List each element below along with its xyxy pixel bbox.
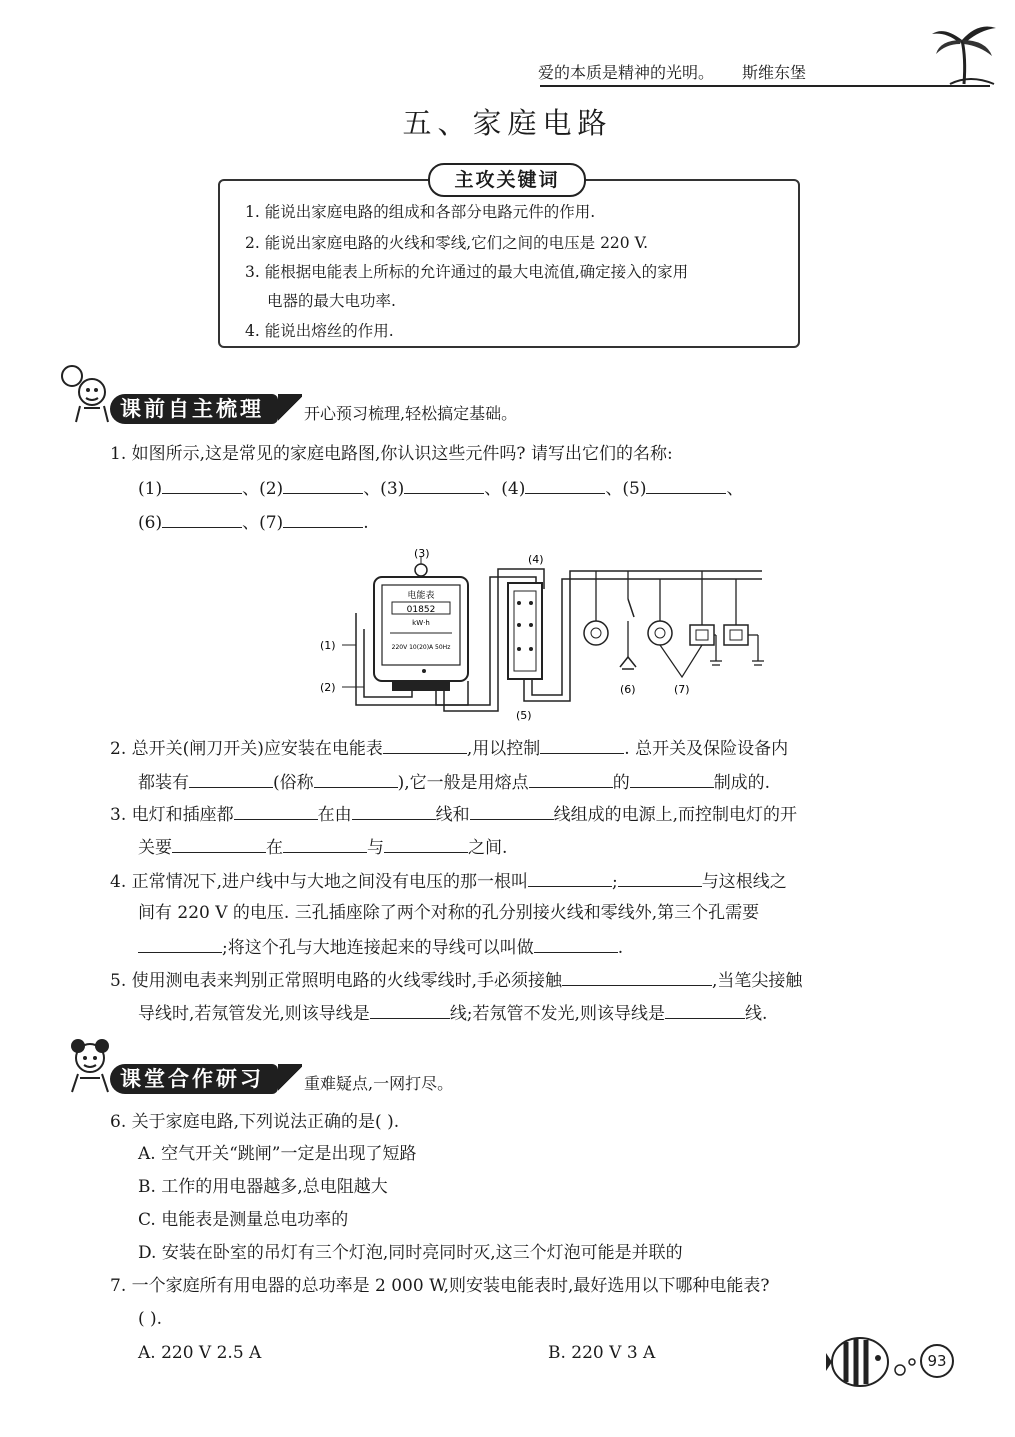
- meter-spec: 220V 10(20)A 50Hz: [391, 644, 451, 651]
- section-subtitle: 重难疑点,一网打尽。: [304, 1073, 454, 1093]
- circuit-diagram: [318, 545, 768, 723]
- question-6-option-d[interactable]: D. 安装在卧室的吊灯有三个灯泡,同时亮同时灭,这三个灯泡可能是并联的: [138, 1243, 683, 1263]
- question-6-stem: 6. 关于家庭电路,下列说法正确的是( ).: [110, 1112, 400, 1132]
- section-banner-classroom: [110, 1063, 453, 1095]
- section-title: 课堂合作研习: [110, 1064, 278, 1094]
- meter-digits: 01852: [406, 605, 436, 615]
- question-7-option-a[interactable]: A. 220 V 2.5 A: [138, 1343, 262, 1363]
- answer-blank[interactable]: [470, 797, 554, 820]
- answer-blank[interactable]: [528, 864, 612, 887]
- label-6: (6): [620, 683, 636, 696]
- answer-blank[interactable]: [384, 830, 468, 853]
- meter-title: 电能表: [407, 591, 435, 601]
- socket-1: [584, 621, 608, 645]
- question-7-option-b[interactable]: B. 220 V 3 A: [548, 1343, 656, 1363]
- answer-blank[interactable]: [138, 930, 222, 953]
- keyword-item: 4. 能说出熔丝的作用.: [245, 322, 394, 340]
- answer-blank[interactable]: [540, 731, 624, 754]
- answer-blank[interactable]: [162, 471, 242, 494]
- answer-blank[interactable]: [189, 765, 273, 788]
- label-7: (7): [674, 683, 690, 696]
- three-hole-socket-2: [724, 625, 748, 645]
- question-6-option-a[interactable]: A. 空气开关“跳闸”一定是出现了短路: [138, 1144, 417, 1164]
- keyword-item: 电器的最大电功率.: [267, 292, 396, 310]
- answer-blank[interactable]: [646, 471, 726, 494]
- answer-blank[interactable]: [562, 963, 712, 986]
- answer-blank[interactable]: [404, 471, 484, 494]
- label-2: (2): [320, 681, 336, 694]
- answer-blank[interactable]: [665, 996, 745, 1019]
- switch-fuse-box: [508, 583, 542, 679]
- question-4-line2: 间有 220 V 的电压. 三孔插座除了两个对称的孔分别接火线和零线外,第三个孔需要: [138, 903, 760, 923]
- page-number: 93: [920, 1344, 954, 1378]
- answer-blank[interactable]: [529, 765, 613, 788]
- answer-blank[interactable]: [172, 830, 266, 853]
- quote-author: 斯维东堡: [742, 63, 807, 82]
- answer-blank[interactable]: [283, 830, 367, 853]
- answer-blank[interactable]: [352, 797, 436, 820]
- answer-blank[interactable]: [283, 471, 363, 494]
- answer-blank[interactable]: [383, 731, 467, 754]
- label-3: (3): [414, 547, 430, 560]
- lamp-switch: [628, 599, 634, 617]
- section-banner-preview: [110, 393, 517, 425]
- lamp: [620, 657, 636, 667]
- page-title: 五、家庭电路: [402, 106, 613, 140]
- question-7-stem: 7. 一个家庭所有用电器的总功率是 2 000 W,则安装电能表时,最好选用以下哪种电能表?: [110, 1276, 770, 1296]
- three-hole-socket-1: [690, 625, 714, 645]
- label-5: (5): [516, 709, 532, 722]
- quote-text: 爱的本质是精神的光明。: [538, 63, 715, 82]
- question-3-line1: 3. 电灯和插座都 在由 线和 线组成的电源上,而控制电灯的开: [110, 797, 797, 832]
- mascot-icon: [58, 362, 116, 424]
- question-7-paren: ( ).: [138, 1309, 163, 1329]
- keywords-badge: 主攻关键词: [428, 163, 586, 197]
- answer-blank[interactable]: [370, 996, 450, 1019]
- answer-blank[interactable]: [162, 505, 242, 528]
- keyword-item: 3. 能根据电能表上所标的允许通过的最大电流值,确定接入的家用: [245, 263, 689, 281]
- question-1-stem: 1. 如图所示,这是常见的家庭电路图,你认识这些元件吗? 请写出它们的名称:: [110, 444, 673, 464]
- question-5-line1: 5. 使用测电表来判别正常照明电路的火线零线时,手必须接触 ,当笔尖接触: [110, 963, 802, 998]
- meter-unit: kW·h: [412, 619, 430, 627]
- section-title: 课前自主梳理: [110, 394, 278, 424]
- answer-blank[interactable]: [618, 864, 702, 887]
- header-quote: [538, 60, 806, 83]
- answer-blank[interactable]: [283, 505, 363, 528]
- keyword-item: 2. 能说出家庭电路的火线和零线,它们之间的电压是 220 V.: [245, 234, 648, 252]
- question-4-line1: 4. 正常情况下,进户线中与大地之间没有电压的那一根叫 ; 与这根线之: [110, 864, 787, 899]
- answer-blank[interactable]: [630, 765, 714, 788]
- fish-icon: [826, 1330, 918, 1394]
- question-2-line2: 都装有 (俗称 ),它一般是用熔点 的 制成的.: [138, 765, 770, 800]
- answer-blank[interactable]: [525, 471, 605, 494]
- label-4: (4): [528, 553, 544, 566]
- question-1-blanks-row1: (1) 、(2) 、(3) 、(4) 、(5) 、: [138, 471, 743, 506]
- question-5-line2: 导线时,若氖管发光,则该导线是 线;若氖管不发光,则该导线是 线.: [138, 996, 767, 1031]
- question-2-line1: 2. 总开关(闸刀开关)应安装在电能表 ,用以控制 . 总开关及保险设备内: [110, 731, 788, 766]
- palm-tree-icon: [930, 18, 1000, 88]
- question-1-blanks-row2: (6) 、(7) .: [138, 505, 369, 540]
- answer-blank[interactable]: [314, 765, 398, 788]
- mascot-icon: [58, 1034, 116, 1096]
- answer-blank[interactable]: [534, 930, 618, 953]
- label-1: (1): [320, 639, 336, 652]
- question-6-option-c[interactable]: C. 电能表是测量总电功率的: [138, 1210, 349, 1230]
- question-6-option-b[interactable]: B. 工作的用电器越多,总电阻越大: [138, 1177, 388, 1197]
- section-subtitle: 开心预习梳理,轻松搞定基础。: [304, 403, 518, 423]
- keyword-item: 1. 能说出家庭电路的组成和各部分电路元件的作用.: [245, 203, 596, 221]
- socket-2: [648, 621, 672, 645]
- question-4-line3: ;将这个孔与大地连接起来的导线可以叫做 .: [138, 930, 623, 965]
- answer-blank[interactable]: [234, 797, 318, 820]
- question-3-line2: 关要 在 与 之间.: [138, 830, 507, 865]
- header-rule: [540, 85, 990, 87]
